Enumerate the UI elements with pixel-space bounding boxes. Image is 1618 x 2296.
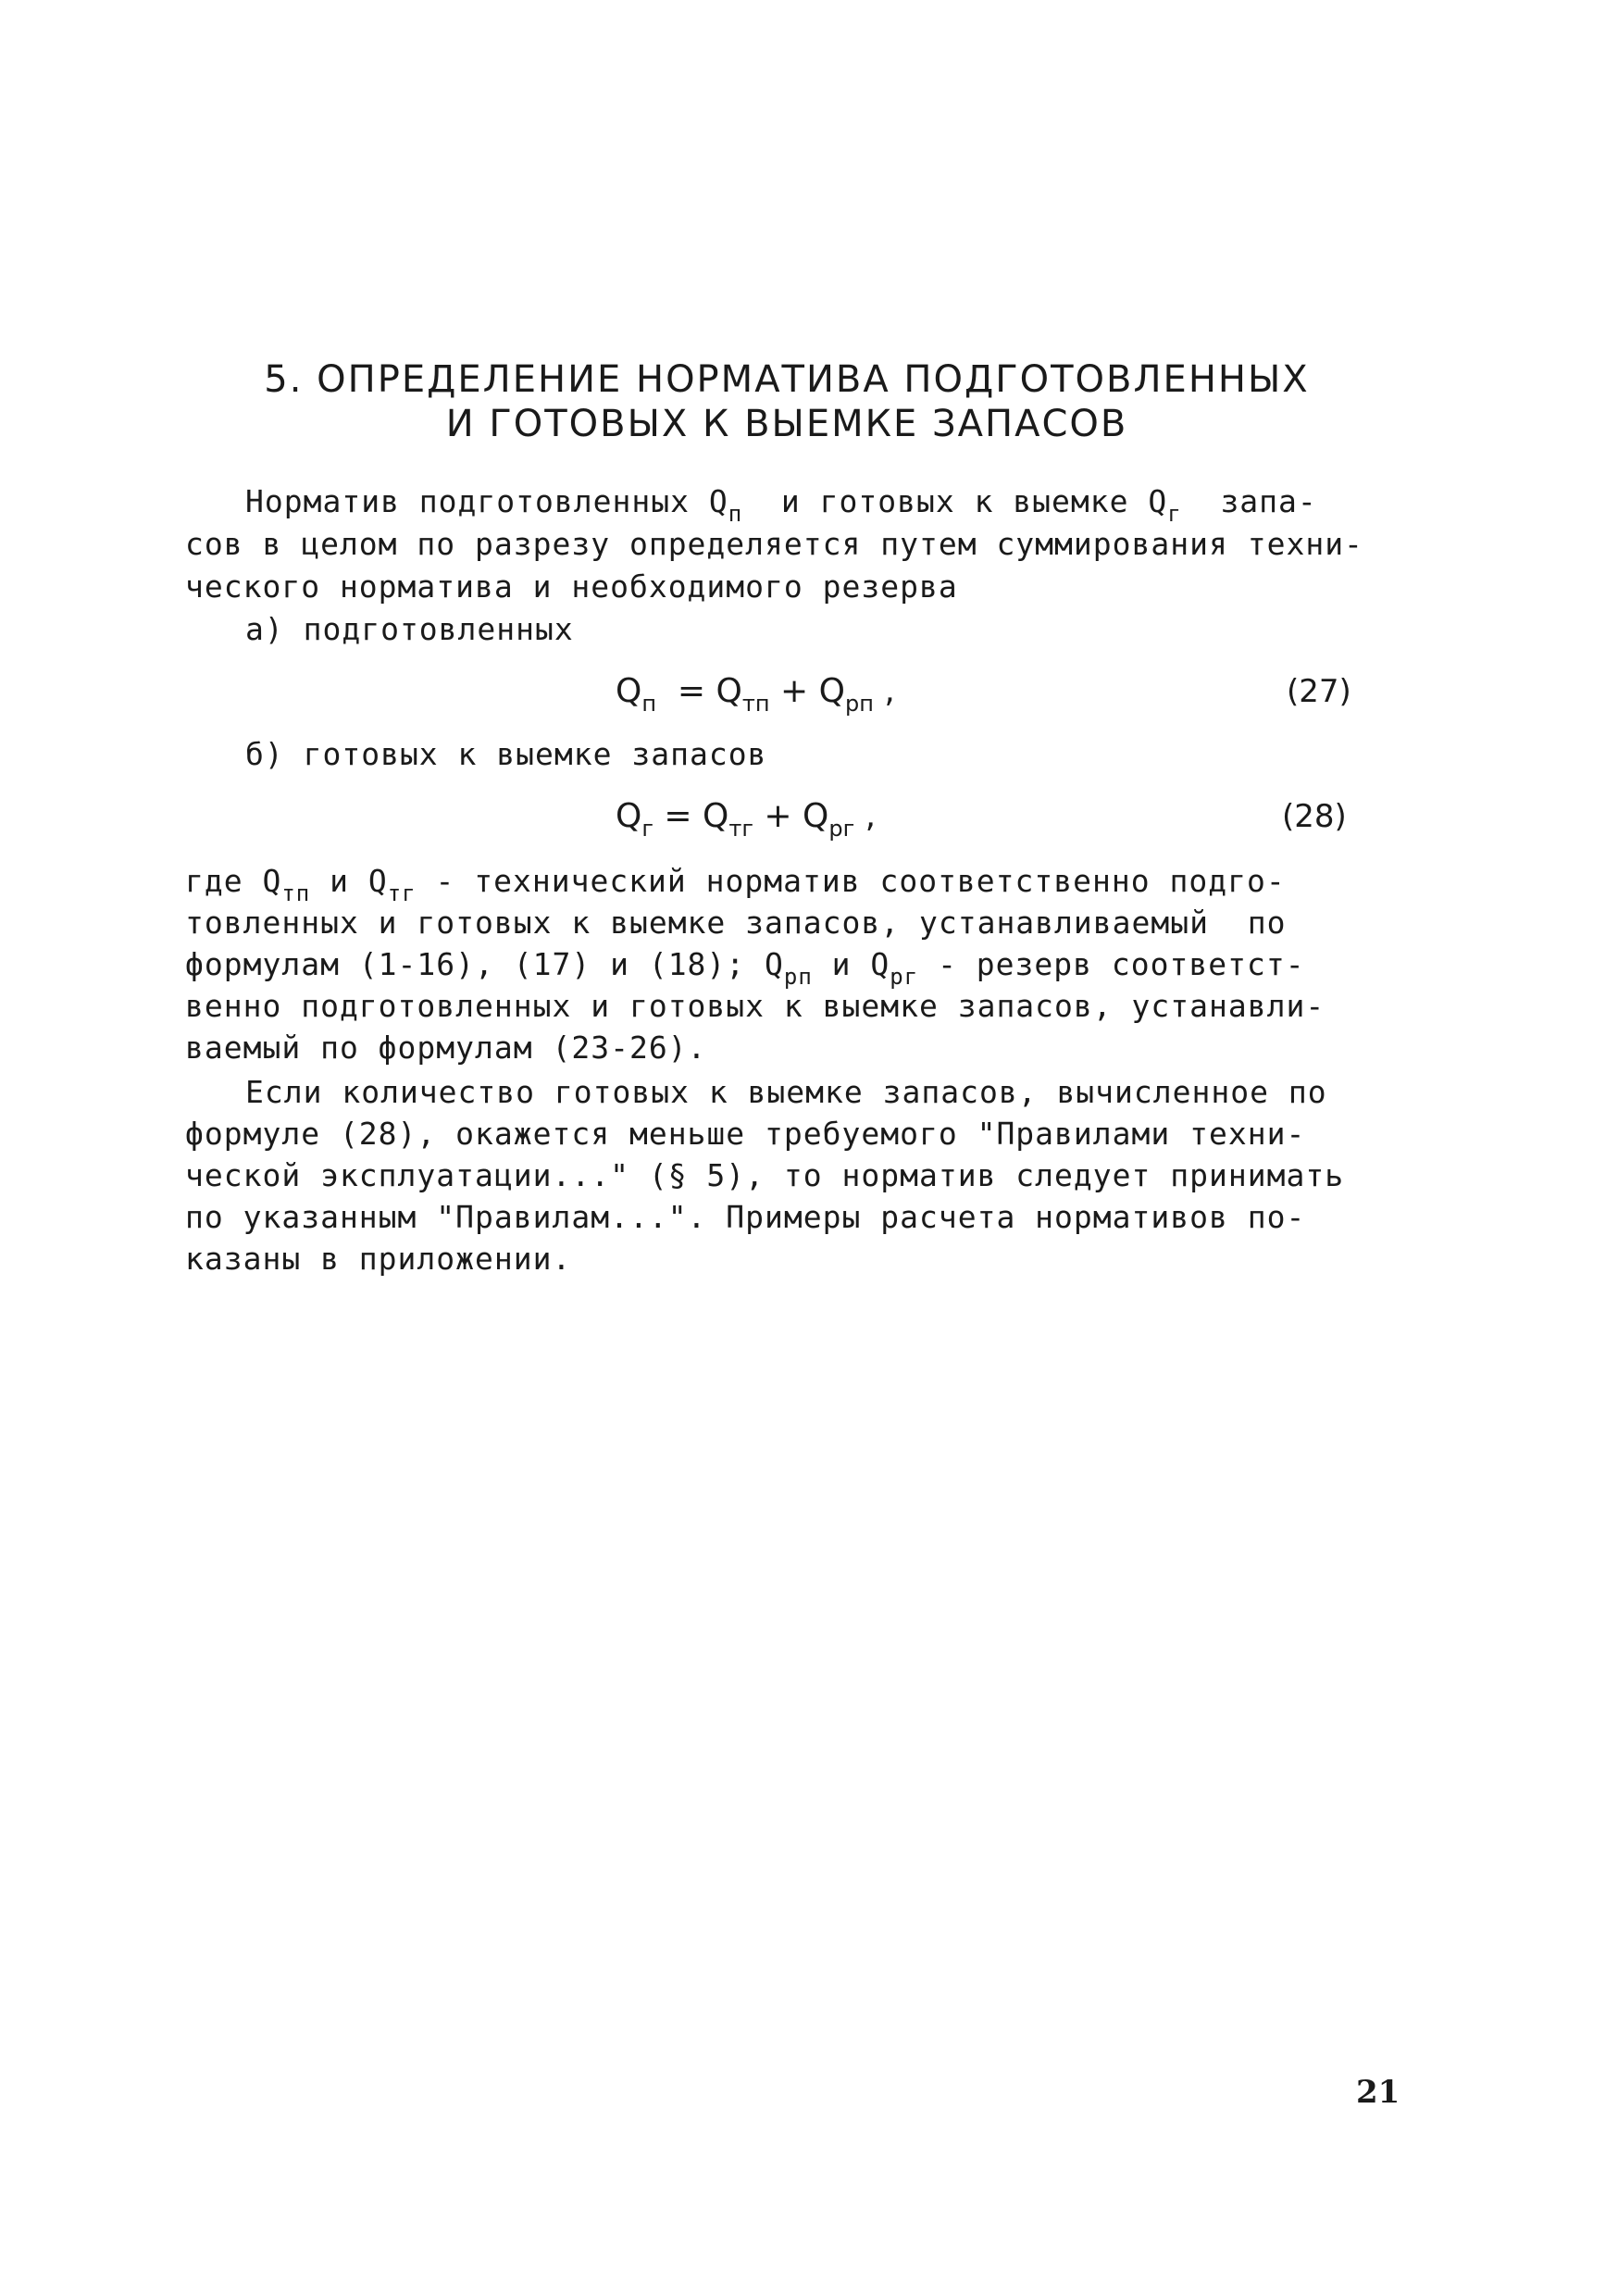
item-a-label: а) подготовленных [245, 611, 574, 647]
intro-line-3: ческого норматива и необходимого резерва [185, 568, 958, 605]
section-heading-line-1: 5. ОПРЕДЕЛЕНИЕ НОРМАТИВА ПОДГОТОВЛЕННЫХ [264, 358, 1310, 401]
where-line-1: где $Q_{тп}$ и $Q_{тг}$ - технический норматив соответственно подго- [185, 863, 1286, 906]
final-line-3: ческой эксплуатации..." (§ 5), то норматив следует принимать [185, 1157, 1345, 1193]
final-line-4: по указанным "Правилам...". Примеры расчета нормативов по- [185, 1199, 1306, 1235]
where-line-2: товленных и готовых к выемке запасов, устанавливаемый по [185, 905, 1287, 941]
equation-number-28: (28) [1282, 798, 1347, 835]
page-number: 21 [1356, 2074, 1400, 2111]
formula-28: $Q_г = Q_{тг} + Q_{рг}$ , [616, 797, 877, 842]
where-line-5: ваемый по формулам (23-26). [185, 1029, 707, 1066]
where-line-4: венно подготовленных и готовых к выемке запасов, устанавли- [185, 988, 1326, 1024]
where-line-3: формулам (1-16), (17) и (18); $Q_{рп}$ и $Q_{рг}$ - резерв соответст- [185, 946, 1305, 990]
formula-27: $Q_п = Q_{тп} + Q_{рп}$ , [616, 672, 895, 717]
final-line-5: казаны в приложении. [185, 1241, 572, 1277]
intro-line-2: сов в целом по разрезу определяется путем суммирования техни- [185, 526, 1363, 562]
final-line-2: формуле (28), окажется меньше требуемого "Правилами техни- [185, 1116, 1306, 1152]
item-b-label: б) готовых к выемке запасов [245, 736, 767, 772]
section-heading-line-2: И ГОТОВЫХ К ВЫЕМКЕ ЗАПАСОВ [445, 403, 1128, 445]
equation-number-27: (27) [1287, 673, 1351, 710]
intro-line-1: Норматив подготовленных $Q_п$ и готовых к выемке $Q_г$ запа- [245, 483, 1317, 527]
final-line-1: Если количество готовых к выемке запасов, вычисленное по [245, 1074, 1327, 1110]
